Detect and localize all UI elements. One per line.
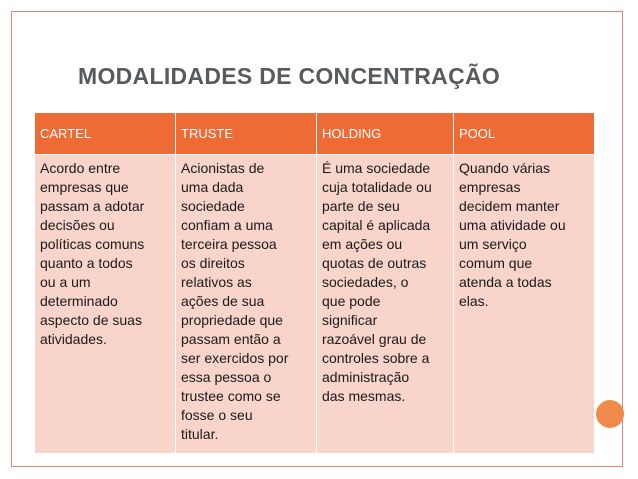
- cell-truste-text: Acionistas de uma dada sociedade confiam a uma terceira pessoa os direitos relativos as ações de sua propriedade que passam então a ser exercidos por essa pessoa o trustee como se fosse o seu titular.: [181, 160, 289, 442]
- cell-pool-text: Quando várias empresas decidem manter uma atividade ou um serviço comum que atenda a todas elas.: [459, 160, 566, 309]
- cell-cartel: [35, 155, 176, 454]
- table-row: [35, 155, 595, 454]
- cell-holding-text: É uma sociedade cuja totalidade ou parte de seu capital é aplicada em ações ou quotas de outras sociedades, o que pode significar razoável grau de controles sobre a administração das mesmas.: [322, 160, 432, 404]
- cell-cartel-text: Acordo entre empresas que passam a adotar decisões ou políticas comuns quanto a todos ou a um determinado aspecto de suas atividades.: [40, 160, 145, 347]
- table-header-row: [35, 113, 595, 155]
- cell-holding: [317, 155, 454, 454]
- header-holding: HOLDING: [317, 113, 454, 155]
- slide-title: MODALIDADES DE CONCENTRAÇÃO: [78, 63, 501, 89]
- header-cartel: CARTEL: [35, 113, 176, 155]
- concentration-table: [34, 112, 595, 454]
- cell-pool: [454, 155, 595, 454]
- cell-truste: [176, 155, 317, 454]
- header-truste: TRUSTE: [176, 113, 317, 155]
- decorative-circle: [596, 400, 624, 428]
- header-pool: POOL: [454, 113, 595, 155]
